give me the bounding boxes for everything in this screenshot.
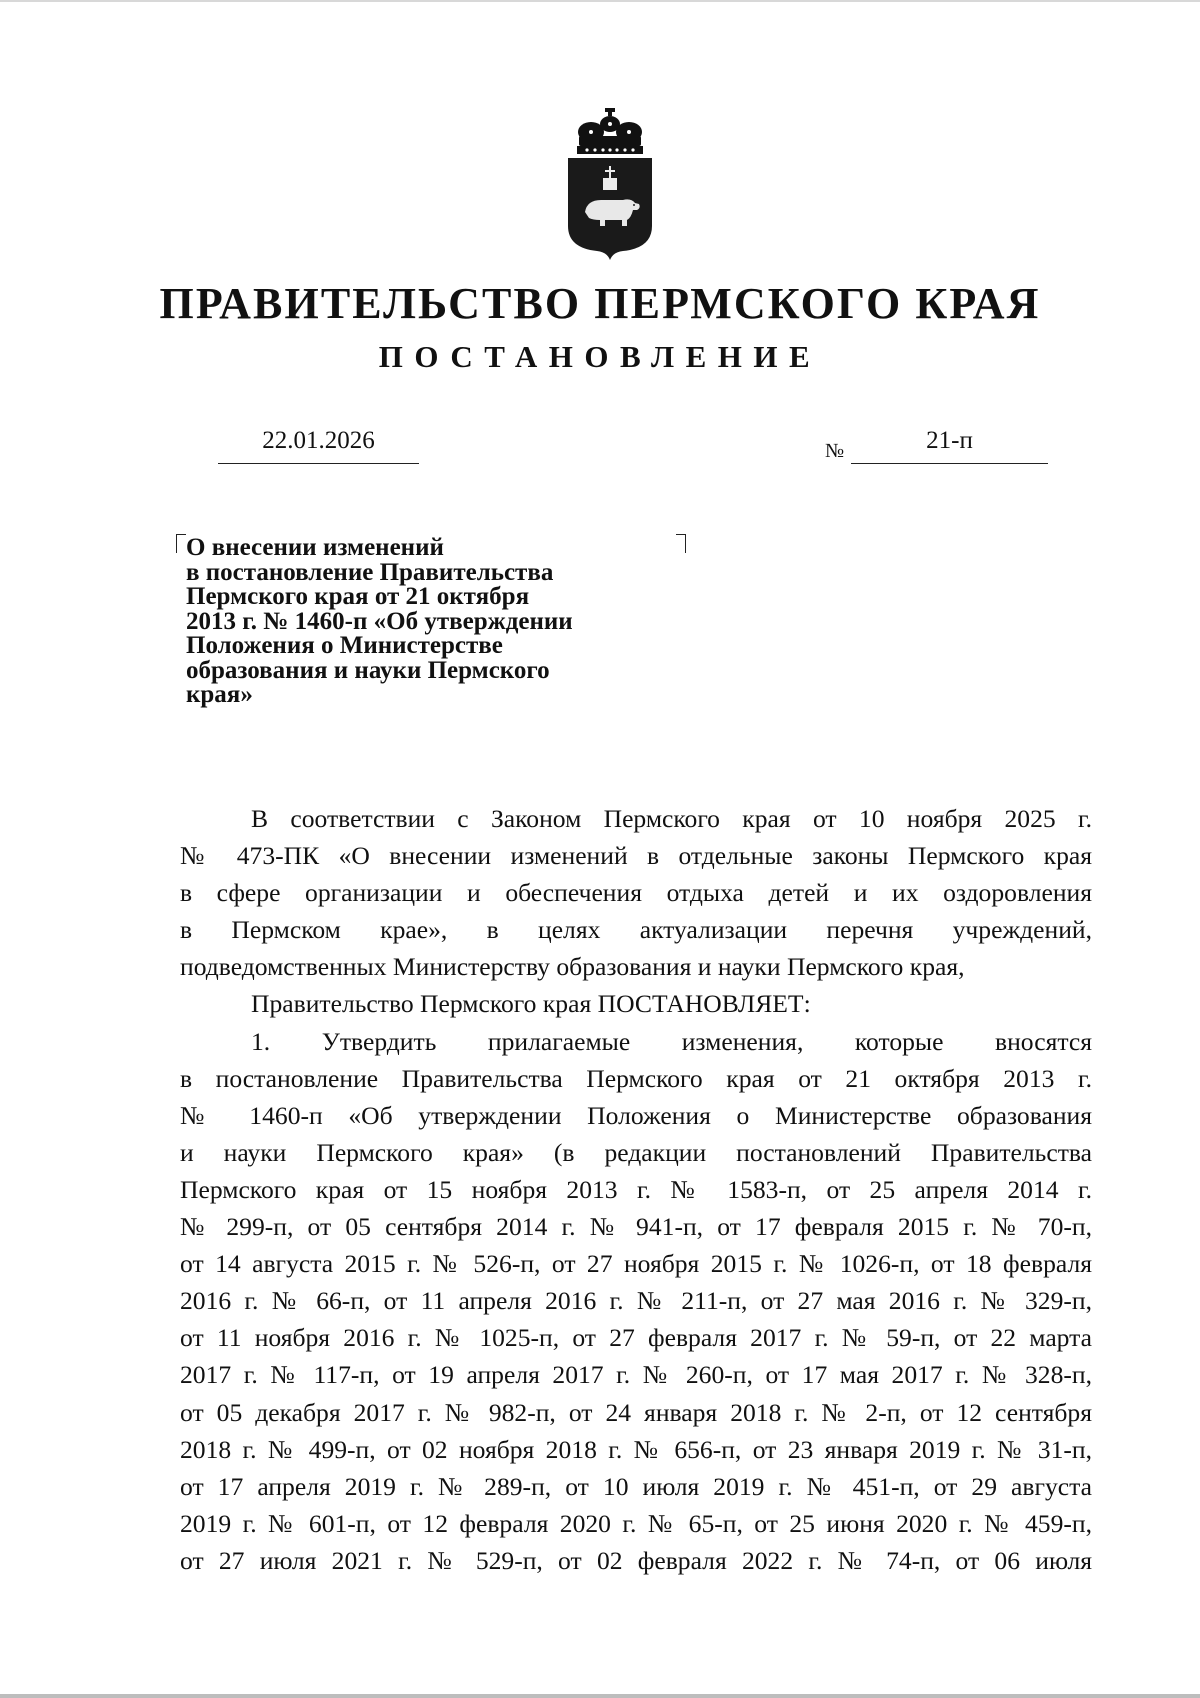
subject-line: Пермского края от 21 октября bbox=[186, 583, 530, 610]
organization-title: ПРАВИТЕЛЬСТВО ПЕРМСКОГО КРАЯ bbox=[159, 279, 1041, 328]
subject-line: Положения о Министерстве bbox=[186, 632, 503, 659]
body-line: 2019 г. № 601-п, от 12 февраля 2020 г. № 65-п, от 25 июня 2020 г. № 459-п, bbox=[180, 1508, 1092, 1538]
document-subject bbox=[186, 536, 656, 708]
perm-krai-coat-of-arms-icon bbox=[565, 108, 655, 260]
body-line: 2018 г. № 499-п, от 02 ноября 2018 г. № 656-п, от 23 января 2019 г. № 31-п, bbox=[180, 1434, 1092, 1464]
body-line: от 11 ноября 2016 г. № 1025-п, от 27 февраля 2017 г. № 59-п, от 22 марта bbox=[180, 1323, 1092, 1353]
subject-left-corner-mark bbox=[176, 534, 186, 553]
body-line: № 299-п, от 05 сентября 2014 г. № 941-п, от 17 февраля 2015 г. № 70-п, bbox=[180, 1212, 1092, 1242]
scan-top-edge bbox=[0, 0, 1200, 2]
body-line: В соответствии с Законом Пермского края от 10 ноября 2025 г. bbox=[251, 804, 1092, 833]
body-line: и науки Пермского края» (в редакции постановлений Правительства bbox=[180, 1137, 1092, 1167]
scan-bottom-edge bbox=[0, 1694, 1200, 1698]
body-line: от 14 августа 2015 г. № 526-п, от 27 ноября 2015 г. № 1026-п, от 18 февраля bbox=[180, 1249, 1092, 1279]
subject-line: края» bbox=[186, 681, 253, 708]
body-line: в Пермском крае», в целях актуализации перечня учреждений, bbox=[180, 915, 1092, 945]
body-line: от 17 апреля 2019 г. № 289-п, от 10 июля 2019 г. № 451-п, от 29 августа bbox=[180, 1471, 1092, 1501]
subject-line: в постановление Правительства bbox=[186, 558, 554, 586]
body-line: Пермского края от 15 ноября 2013 г. № 1583-п, от 25 апреля 2014 г. bbox=[180, 1174, 1092, 1204]
body-line: 2017 г. № 117-п, от 19 апреля 2017 г. № 260-п, от 17 мая 2017 г. № 328-п, bbox=[180, 1360, 1092, 1390]
number-sign: № bbox=[825, 440, 845, 462]
subject-right-corner-mark bbox=[676, 534, 686, 553]
body-line: № 1460-п «Об утверждении Положения о Министерстве образования bbox=[180, 1100, 1092, 1130]
body-line: в сфере организации и обеспечения отдыха детей и их оздоровления bbox=[180, 878, 1092, 908]
body-line: 1. Утвердить прилагаемые изменения, которые вносятся bbox=[251, 1026, 1092, 1056]
document-type-heading: ПОСТАНОВЛЕНИЕ bbox=[378, 339, 822, 374]
subject-line: 2013 г. № 1460-п «Об утверждении bbox=[186, 607, 573, 635]
body-line: № 473-ПК «О внесении изменений в отдельные законы Пермского края bbox=[180, 841, 1092, 871]
document-number: 21-п bbox=[926, 427, 973, 454]
body-line: в постановление Правительства Пермского края от 21 октября 2013 г. bbox=[180, 1063, 1092, 1093]
document-number-field bbox=[851, 425, 1048, 464]
body-line: от 05 декабря 2017 г. № 982-п, от 24 января 2018 г. № 2-п, от 12 сентября bbox=[180, 1397, 1092, 1427]
body-line: 2016 г. № 66-п, от 11 апреля 2016 г. № 211-п, от 27 мая 2016 г. № 329-п, bbox=[180, 1286, 1092, 1316]
document-body bbox=[180, 800, 1092, 1579]
subject-line: О внесении изменений bbox=[186, 534, 444, 561]
document-date-field bbox=[218, 425, 419, 464]
body-line: от 27 июля 2021 г. № 529-п, от 02 февраля 2022 г. № 74-п, от 06 июля bbox=[180, 1545, 1092, 1575]
subject-line: образования и науки Пермского bbox=[186, 656, 550, 684]
document-date: 22.01.2026 bbox=[262, 427, 375, 454]
body-line: подведомственных Министерству образования и науки Пермского края, bbox=[180, 952, 965, 982]
body-line: Правительство Пермского края ПОСТАНОВЛЯЕТ: bbox=[251, 989, 811, 1019]
